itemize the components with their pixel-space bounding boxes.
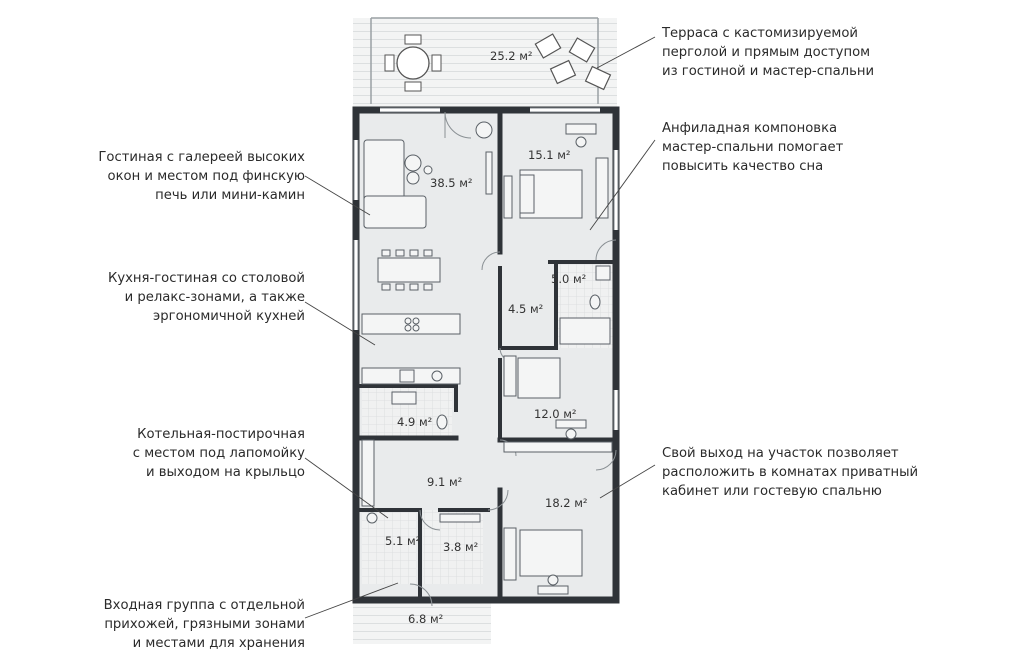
annotation-terrace xyxy=(662,24,874,81)
annotation-line: окон и местом под финскую xyxy=(107,169,305,184)
annotation-entry xyxy=(104,596,305,653)
annotation-line: расположить в комнатах приватный xyxy=(662,465,919,480)
annotation-line: эргономичной кухней xyxy=(153,309,305,324)
area-living: 38.5 м² xyxy=(430,176,473,190)
annotation-line: Входная группа с отдельной xyxy=(103,598,305,613)
annotation-line: и релакс-зонами, а также xyxy=(124,290,305,305)
annotation-line: и местами для хранения xyxy=(132,636,305,651)
annotation-line: кабинет или гостевую спальню xyxy=(662,484,882,499)
annotation-line: с местом под лапомойку xyxy=(132,446,305,461)
area-entry: 3.8 м² xyxy=(443,540,479,554)
area-bedroom-3: 18.2 м² xyxy=(545,496,588,510)
area-master-bedroom: 15.1 м² xyxy=(528,148,571,162)
area-dressing: 4.5 м² xyxy=(508,302,544,316)
annotation-line: из гостиной и мастер-спальни xyxy=(662,64,875,79)
annotation-line: Гостиная с галереей высоких xyxy=(98,150,305,165)
area-wc: 4.9 м² xyxy=(397,415,433,429)
annotation-line: Кухня-гостиная со столовой xyxy=(107,271,305,286)
annotation-line: и выходом на крыльцо xyxy=(145,465,305,480)
terrace-deck xyxy=(353,18,617,108)
area-boiler: 5.1 м² xyxy=(385,534,421,548)
annotation-line: Терраса с кастомизируемой xyxy=(662,26,858,41)
annotation-enfilade xyxy=(662,119,843,176)
annotation-exit xyxy=(662,444,918,501)
area-terrace: 25.2 м² xyxy=(490,49,533,63)
area-porch: 6.8 м² xyxy=(408,612,444,626)
area-bedroom-2: 12.0 м² xyxy=(534,407,577,421)
annotation-living xyxy=(98,148,305,205)
annotation-line: Анфиладная компоновка xyxy=(662,121,838,136)
area-hall: 9.1 м² xyxy=(427,475,463,489)
annotation-line: прихожей, грязными зонами xyxy=(104,617,305,632)
annotation-line: повысить качество сна xyxy=(662,159,824,174)
annotation-line: Свой выход на участок позволяет xyxy=(662,446,899,461)
annotation-line: Котельная-постирочная xyxy=(137,427,305,442)
annotation-line: перголой и прямым доступом xyxy=(662,45,871,60)
annotation-line: мастер-спальни помогает xyxy=(662,140,844,155)
annotation-line: печь или мини-камин xyxy=(155,188,305,203)
area-bath-master: 5.0 м² xyxy=(551,272,587,286)
annotation-kitchen xyxy=(108,269,305,326)
annotation-boiler xyxy=(133,425,305,482)
